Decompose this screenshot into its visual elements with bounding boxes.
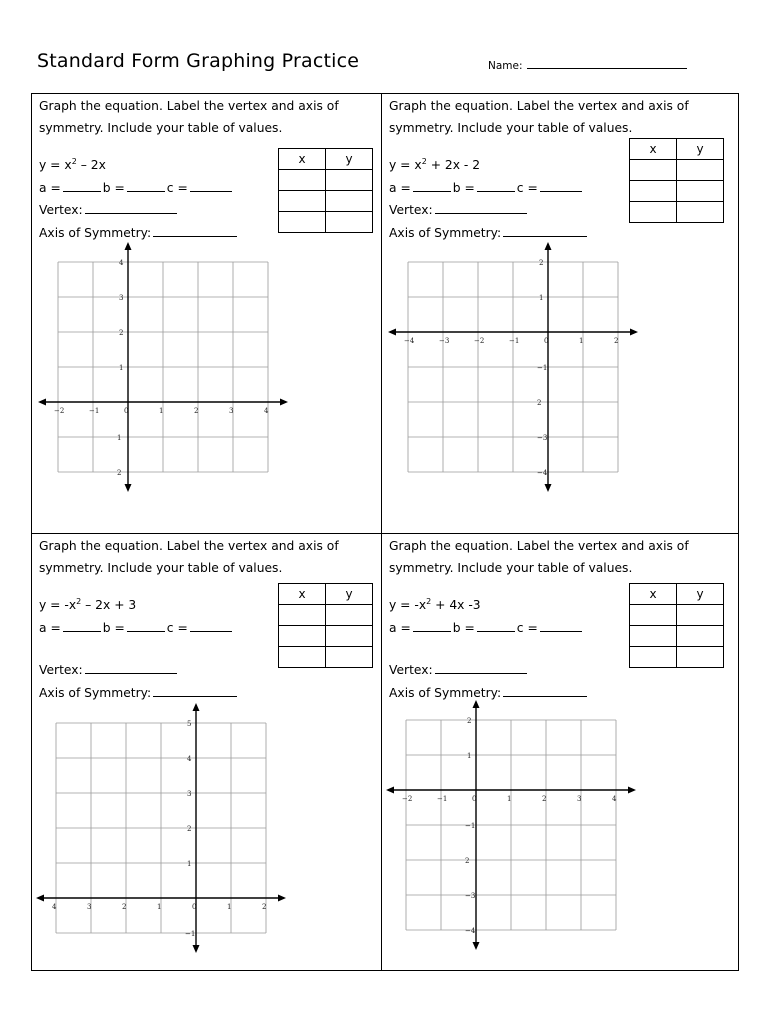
problem-3-axis: Axis of Symmetry:: [39, 682, 239, 705]
y-tick-label: 2: [119, 329, 124, 337]
problem-3-coefficients: a = b = c =: [39, 617, 239, 640]
table-header-y: y: [677, 139, 724, 160]
x-axis-arrow-right: [630, 329, 638, 336]
y-tick-label: 2: [187, 825, 192, 833]
x-tick-label: 3: [229, 407, 234, 415]
problem-2-axis: Axis of Symmetry:: [389, 222, 589, 245]
x-tick-label: −3: [439, 337, 450, 345]
problem-3-vertex: Vertex:: [39, 659, 239, 682]
table-header-y: y: [326, 584, 373, 605]
x-tick-label: 0: [472, 795, 477, 803]
problem-2-equation: $y = x^2 + 2x - 2$: [389, 156, 481, 172]
problem-4-axis: Axis of Symmetry:: [389, 682, 589, 705]
x-tick-label: 1: [227, 903, 232, 911]
table-header-x: x: [279, 149, 326, 170]
x-axis-arrow-left: [388, 329, 396, 336]
y-axis-arrow-up: [193, 703, 200, 711]
y-tick-label: −4: [465, 927, 476, 935]
x-tick-label: 3: [87, 903, 92, 911]
table-header-x: x: [630, 584, 677, 605]
x-tick-label: 2: [542, 795, 547, 803]
problem-2-vertex: Vertex:: [389, 199, 589, 222]
x-tick-label: −2: [402, 795, 413, 803]
x-tick-label: 1: [507, 795, 512, 803]
y-axis-arrow-down: [473, 942, 480, 950]
x-tick-label: −2: [474, 337, 485, 345]
problem-1-equation: $y = x^2 - 2x$: [39, 156, 106, 172]
y-tick-label: 4: [119, 259, 124, 267]
y-tick-label: −1: [537, 364, 548, 372]
y-axis-arrow-up: [545, 242, 552, 250]
problem-2-instruction: Graph the equation. Label the vertex and axis of symmetry. Include your table of values.: [389, 99, 689, 135]
x-tick-label: 4: [264, 407, 269, 415]
problem-4-instruction: Graph the equation. Label the vertex and axis of symmetry. Include your table of values.: [389, 539, 689, 575]
y-axis-arrow-down: [193, 945, 200, 953]
y-tick-label: −3: [537, 434, 548, 442]
x-tick-label: 1: [159, 407, 164, 415]
y-tick-label: 1: [187, 860, 192, 868]
x-axis-arrow-left: [38, 399, 46, 406]
page-title: Standard Form Graphing Practice: [37, 50, 360, 72]
x-axis-arrow-right: [628, 787, 636, 794]
y-tick-label: 5: [187, 720, 192, 728]
y-axis-arrow-down: [545, 484, 552, 492]
y-tick-label: 3: [187, 790, 192, 798]
graph-3[interactable]: [36, 703, 286, 953]
y-tick-label: −1: [465, 822, 476, 830]
graph-2[interactable]: [388, 242, 638, 492]
table-header-x: x: [630, 139, 677, 160]
x-tick-label: 0: [544, 337, 549, 345]
problem-4-coefficients: a = b = c =: [389, 617, 589, 640]
x-tick-label: 2: [262, 903, 267, 911]
problem-4-equation: $y = -x^2 + 4x$ -3: [389, 596, 481, 612]
y-tick-label: 4: [187, 755, 192, 763]
x-tick-label: 0: [192, 903, 197, 911]
x-tick-label: 4: [612, 795, 617, 803]
table-header-y: y: [677, 584, 724, 605]
y-tick-label: 2: [117, 469, 122, 477]
y-tick-label: 2: [539, 259, 544, 267]
x-tick-label: −1: [89, 407, 100, 415]
x-axis-arrow-right: [280, 399, 288, 406]
x-tick-label: 0: [124, 407, 129, 415]
x-tick-label: −1: [509, 337, 520, 345]
x-axis-arrow-left: [386, 787, 394, 794]
x-axis-arrow-left: [36, 895, 44, 902]
x-tick-label: 1: [579, 337, 584, 345]
y-tick-label: 1: [119, 364, 124, 372]
problem-3-instruction: Graph the equation. Label the vertex and axis of symmetry. Include your table of values.: [39, 539, 339, 575]
graph-4[interactable]: [386, 700, 636, 950]
y-tick-label: −3: [465, 892, 476, 900]
table-header-y: y: [326, 149, 373, 170]
problem-2-coefficients: a = b = c =: [389, 177, 589, 200]
x-tick-label: 3: [577, 795, 582, 803]
problem-1-instruction: Graph the equation. Label the vertex and axis of symmetry. Include your table of values.: [39, 99, 339, 135]
x-tick-label: 2: [122, 903, 127, 911]
y-tick-label: 1: [539, 294, 544, 302]
y-axis-arrow-up: [473, 700, 480, 708]
x-tick-label: 1: [157, 903, 162, 911]
y-tick-label: 2: [465, 857, 470, 865]
y-tick-label: 1: [117, 434, 122, 442]
y-tick-label: −4: [537, 469, 548, 477]
y-tick-label: 3: [119, 294, 124, 302]
x-tick-label: −1: [437, 795, 448, 803]
x-tick-label: 2: [614, 337, 619, 345]
problem-1-coefficients: a = b = c =: [39, 177, 239, 200]
problem-1-axis: Axis of Symmetry:: [39, 222, 239, 245]
name-label: Name:: [488, 60, 523, 72]
y-axis-arrow-up: [125, 242, 132, 250]
y-tick-label: 2: [467, 717, 472, 725]
problem-3-equation: $y = -x^2 - 2x + 3$: [39, 596, 137, 612]
problem-4-vertex: Vertex:: [389, 659, 589, 682]
problem-1-vertex: Vertex:: [39, 199, 239, 222]
x-tick-label: 4: [52, 903, 57, 911]
x-tick-label: −4: [404, 337, 415, 345]
y-tick-label: 1: [467, 752, 472, 760]
x-tick-label: 2: [194, 407, 199, 415]
y-tick-label: 2: [537, 399, 542, 407]
graph-1[interactable]: [38, 242, 288, 492]
x-axis-arrow-right: [278, 895, 286, 902]
y-tick-label: −1: [185, 930, 196, 938]
y-axis-arrow-down: [125, 484, 132, 492]
table-header-x: x: [279, 584, 326, 605]
x-tick-label: −2: [54, 407, 65, 415]
